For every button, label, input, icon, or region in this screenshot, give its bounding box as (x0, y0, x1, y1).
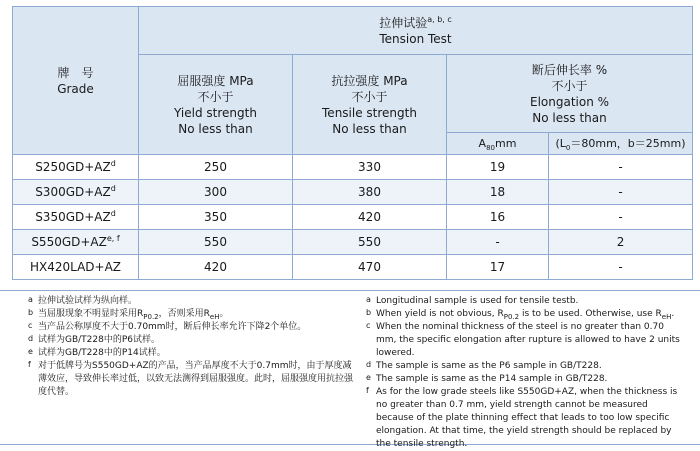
footnote-b: b When yield is not obvious, $R_{P0.2}$ is to be used. Otherwise, use $R_{eH}$. (366, 308, 675, 321)
a80-cell: 18 (447, 180, 549, 205)
footnote-e: e The sample is same as the P14 sample in GB/T228. (366, 373, 608, 384)
footnotes-en (366, 295, 686, 451)
a80-cell: 17 (447, 255, 549, 280)
tensile-header: 抗拉强度 MPa 不小于 Tensile strength No less than (293, 55, 447, 155)
grade-cell: $S250GD+AZ^d$ (13, 155, 139, 180)
yield-cell: 300 (139, 180, 293, 205)
yield-cell: 550 (139, 230, 293, 255)
a80-header: $A_{80}mm$ (447, 133, 549, 155)
lo-cell: - (549, 205, 693, 230)
footnote-c: c When the nominal thickness of the steel is no greater than 0.70 mm, the specific elongation after rupture is allowed to have 2 units lowered. (366, 321, 680, 358)
tension-title-en: Tension Test (379, 31, 452, 46)
footnote-a: a 拉伸试验试样为纵向样。 (28, 295, 138, 306)
tension-test-header (139, 7, 693, 55)
tensile-cell: 420 (293, 205, 447, 230)
yield-cell: 350 (139, 205, 293, 230)
lo-header: ($L_0=80mm$，b＝25mm) (549, 133, 693, 155)
table-row (13, 155, 693, 180)
grade-header-en: Grade (57, 81, 94, 96)
grade-header-cn: 牌 号 (57, 65, 94, 80)
lo-cell: - (549, 180, 693, 205)
tensile-cell: 330 (293, 155, 447, 180)
footnote-d: d The sample is same as the P6 sample in GB/T228. (366, 360, 602, 371)
footnote-b: b 当屈服现象不明显时采用$R_{P0.2}$，否则采用$R_{eH}$。 (28, 308, 229, 321)
table-row (13, 230, 693, 255)
grade-cell: HX420LAD+AZ (13, 255, 139, 280)
grade-cell: $S300GD+AZ^d$ (13, 180, 139, 205)
lo-cell: - (549, 255, 693, 280)
table-row (13, 205, 693, 230)
footnote-e: e 试样为GB/T228中的P14试样。 (28, 347, 166, 358)
footnote-d: d 试样为GB/T228中的P6试样。 (28, 334, 161, 345)
lo-cell: 2 (549, 230, 693, 255)
a80-cell: 19 (447, 155, 549, 180)
yield-header: 屈服强度 MPa 不小于 Yield strength No less than (139, 55, 293, 155)
table-row (13, 180, 693, 205)
footnote-a: a Longitudinal sample is used for tensile testb. (366, 295, 579, 306)
grade-cell: $S350GD+AZ^d$ (13, 205, 139, 230)
tensile-cell: 380 (293, 180, 447, 205)
footnote-f: f 对于低牌号为S550GD+AZ的产品，当产品厚度不大于0.7mm时，由于厚度减薄效应，导致伸长率过低，以致无法测得到屈服强度。此时，屈服强度用抗拉强度代替。 (28, 360, 354, 397)
yield-cell: 250 (139, 155, 293, 180)
footnotes (0, 290, 700, 449)
grade-header (13, 7, 139, 155)
footnotes-cn (28, 295, 358, 399)
elongation-header: 断后伸长率 % 不小于 Elongation % No less than (447, 55, 693, 133)
tensile-cell: 550 (293, 230, 447, 255)
tensile-cell: 470 (293, 255, 447, 280)
a80-cell: - (447, 230, 549, 255)
grade-cell: S550GD+AZ$^{e, f}$ (13, 230, 139, 255)
footnote-f: f As for the low grade steels like S550GD+AZ, when the thickness is no greater than 0.7 mm, yield strength cannot be measured because of the plate thinning effect that leads to too low specific elongation. At that time, the yield strength should be replaced by the tensile strength. (366, 386, 678, 449)
yield-cell: 420 (139, 255, 293, 280)
lo-cell: - (549, 155, 693, 180)
table-row (13, 255, 693, 280)
footnote-c: c 当产品公称厚度不大于0.70mm时，断后伸长率允许下降2个单位。 (28, 321, 307, 332)
a80-cell: 16 (447, 205, 549, 230)
tension-table (12, 6, 693, 280)
tension-title-cn: 拉伸试验$^{a, b, c}$ (379, 14, 452, 30)
